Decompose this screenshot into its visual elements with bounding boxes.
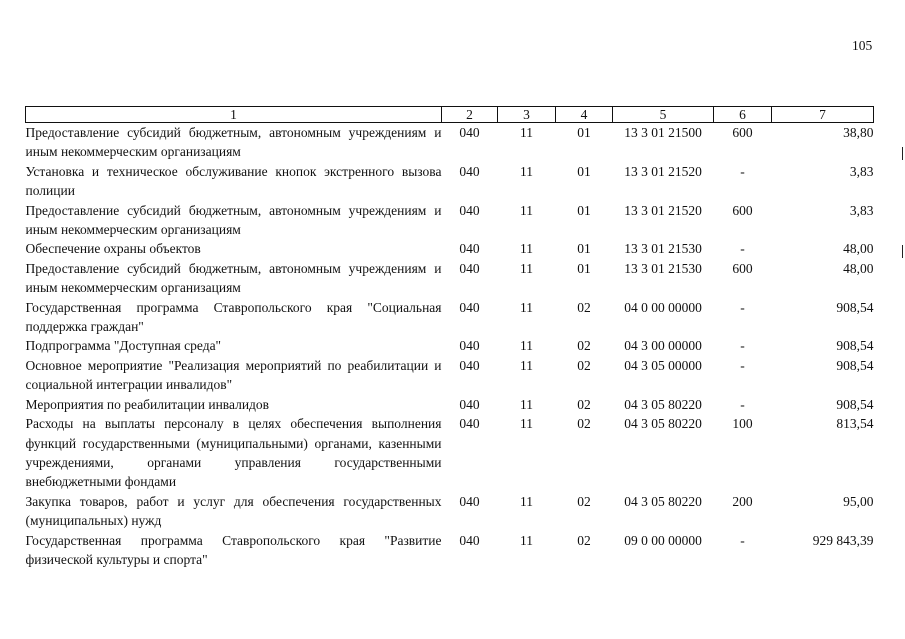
- cell-pr: 01: [577, 241, 591, 257]
- cell-vr: 600: [732, 202, 753, 218]
- cell-rz: 11: [520, 396, 533, 412]
- cell-name: Предоставление субсидий бюджетным, автономным учреждениям и иным некоммерческим организациям: [25, 260, 442, 296]
- cell-sum: 48,00: [843, 260, 874, 276]
- cell-csr: 04 3 00 00000: [624, 338, 702, 354]
- cell-csr: 04 3 05 80220: [624, 493, 702, 509]
- cell-name: Закупка товаров, работ и услуг для обеспечения государственных (муниципальных) нужд: [25, 493, 442, 529]
- table-row: [26, 162, 874, 201]
- table-header-row: [26, 107, 874, 123]
- cell-vr: -: [740, 241, 745, 257]
- cell-ved: 040: [459, 338, 480, 354]
- table-row: [26, 239, 874, 258]
- cell-csr: 13 3 01 21520: [624, 202, 702, 218]
- cell-pr: 01: [577, 260, 591, 276]
- table-row: [26, 298, 874, 337]
- cell-vr: 100: [732, 416, 753, 432]
- cell-csr: 04 3 05 80220: [624, 416, 702, 432]
- cell-ved: 040: [459, 202, 480, 218]
- cell-ved: 040: [459, 241, 480, 257]
- cell-rz: 11: [520, 357, 533, 373]
- cell-sum: 38,80: [843, 125, 874, 140]
- header-col-1: 1: [26, 107, 442, 123]
- cell-pr: 02: [577, 532, 591, 548]
- cell-sum: 95,00: [843, 493, 874, 509]
- table-row: [26, 123, 874, 162]
- header-col-4: 4: [556, 107, 613, 123]
- cell-pr: 02: [577, 493, 591, 509]
- cell-pr: 02: [577, 299, 591, 315]
- cell-rz: 11: [520, 532, 533, 548]
- cell-name: Обеспечение охраны объектов: [25, 241, 201, 257]
- cell-vr: -: [740, 357, 745, 373]
- cell-name: Подпрограмма "Доступная среда": [25, 338, 222, 354]
- cell-vr: -: [740, 338, 745, 354]
- cell-rz: 11: [520, 416, 533, 432]
- cell-rz: 11: [520, 299, 533, 315]
- cell-rz: 11: [520, 493, 533, 509]
- cell-vr: -: [740, 532, 745, 548]
- table-body: [26, 123, 874, 570]
- header-col-6: 6: [714, 107, 772, 123]
- cell-pr: 02: [577, 416, 591, 432]
- cell-vr: -: [740, 163, 745, 179]
- cell-sum: 929 843,39: [812, 532, 874, 548]
- cell-sum: 48,00: [843, 241, 874, 257]
- cell-ved: 040: [459, 163, 480, 179]
- header-col-2: 2: [442, 107, 498, 123]
- cell-vr: -: [740, 396, 745, 412]
- cell-rz: 11: [520, 260, 533, 276]
- cell-sum: 908,54: [836, 396, 874, 412]
- cell-ved: 040: [459, 299, 480, 315]
- cell-csr: 09 0 00 00000: [624, 532, 702, 548]
- table-row: [26, 395, 874, 414]
- cell-vr: 600: [732, 260, 753, 276]
- table-row: [26, 336, 874, 355]
- cell-name: Установка и техническое обслуживание кнопок экстренного вызова полиции: [25, 163, 442, 199]
- margin-mark: [902, 147, 903, 160]
- cell-name: Основное мероприятие "Реализация мероприятий по реабилитации и социальной интеграции инвалидов": [25, 357, 442, 393]
- cell-sum: 908,54: [836, 338, 874, 354]
- header-col-5: 5: [613, 107, 714, 123]
- cell-csr: 13 3 01 21500: [624, 125, 702, 140]
- header-col-3: 3: [498, 107, 556, 123]
- cell-ved: 040: [459, 357, 480, 373]
- cell-csr: 04 3 05 00000: [624, 357, 702, 373]
- cell-name: Государственная программа Ставропольского края "Социальная поддержка граждан": [25, 299, 442, 335]
- cell-csr: 13 3 01 21530: [624, 241, 702, 257]
- table-row: [26, 414, 874, 492]
- cell-pr: 01: [577, 163, 591, 179]
- cell-rz: 11: [520, 241, 533, 257]
- cell-sum: 3,83: [849, 202, 874, 218]
- table-row: [26, 356, 874, 395]
- cell-pr: 01: [577, 202, 591, 218]
- cell-ved: 040: [459, 260, 480, 276]
- cell-name: Предоставление субсидий бюджетным, автономным учреждениям и иным некоммерческим организациям: [25, 125, 442, 160]
- page-number: 105: [852, 38, 873, 53]
- cell-pr: 02: [577, 338, 591, 354]
- table-row: [26, 492, 874, 531]
- cell-name: Расходы на выплаты персоналу в целях обеспечения выполнения функций государственными (муниципальными) органами, казенными учреждениями, органами управления государственными внебюджетными фондами: [25, 416, 442, 490]
- budget-table: [25, 106, 874, 569]
- cell-name: Предоставление субсидий бюджетным, автономным учреждениям и иным некоммерческим организациям: [25, 202, 442, 238]
- table-row: [26, 531, 874, 570]
- cell-pr: 01: [577, 125, 591, 140]
- cell-ved: 040: [459, 416, 480, 432]
- margin-mark: [902, 245, 903, 258]
- header-col-7: 7: [772, 107, 874, 123]
- cell-vr: -: [740, 299, 745, 315]
- cell-ved: 040: [459, 532, 480, 548]
- cell-csr: 13 3 01 21520: [624, 163, 702, 179]
- cell-rz: 11: [520, 338, 533, 354]
- cell-pr: 02: [577, 396, 591, 412]
- cell-vr: 200: [732, 493, 753, 509]
- cell-ved: 040: [459, 493, 480, 509]
- cell-rz: 11: [520, 163, 533, 179]
- cell-sum: 3,83: [849, 163, 874, 179]
- cell-pr: 02: [577, 357, 591, 373]
- cell-name: Государственная программа Ставропольского края "Развитие физической культуры и спорта": [25, 532, 442, 567]
- cell-rz: 11: [520, 202, 533, 218]
- cell-csr: 04 0 00 00000: [624, 299, 702, 315]
- cell-ved: 040: [459, 396, 480, 412]
- cell-rz: 11: [520, 125, 533, 140]
- cell-csr: 13 3 01 21530: [624, 260, 702, 276]
- table-row: [26, 259, 874, 298]
- cell-sum: 908,54: [836, 299, 874, 315]
- cell-sum: 813,54: [836, 416, 874, 432]
- cell-sum: 908,54: [836, 357, 874, 373]
- cell-csr: 04 3 05 80220: [624, 396, 702, 412]
- cell-vr: 600: [732, 125, 753, 140]
- cell-ved: 040: [459, 125, 480, 140]
- cell-name: Мероприятия по реабилитации инвалидов: [25, 396, 270, 412]
- table-row: [26, 201, 874, 240]
